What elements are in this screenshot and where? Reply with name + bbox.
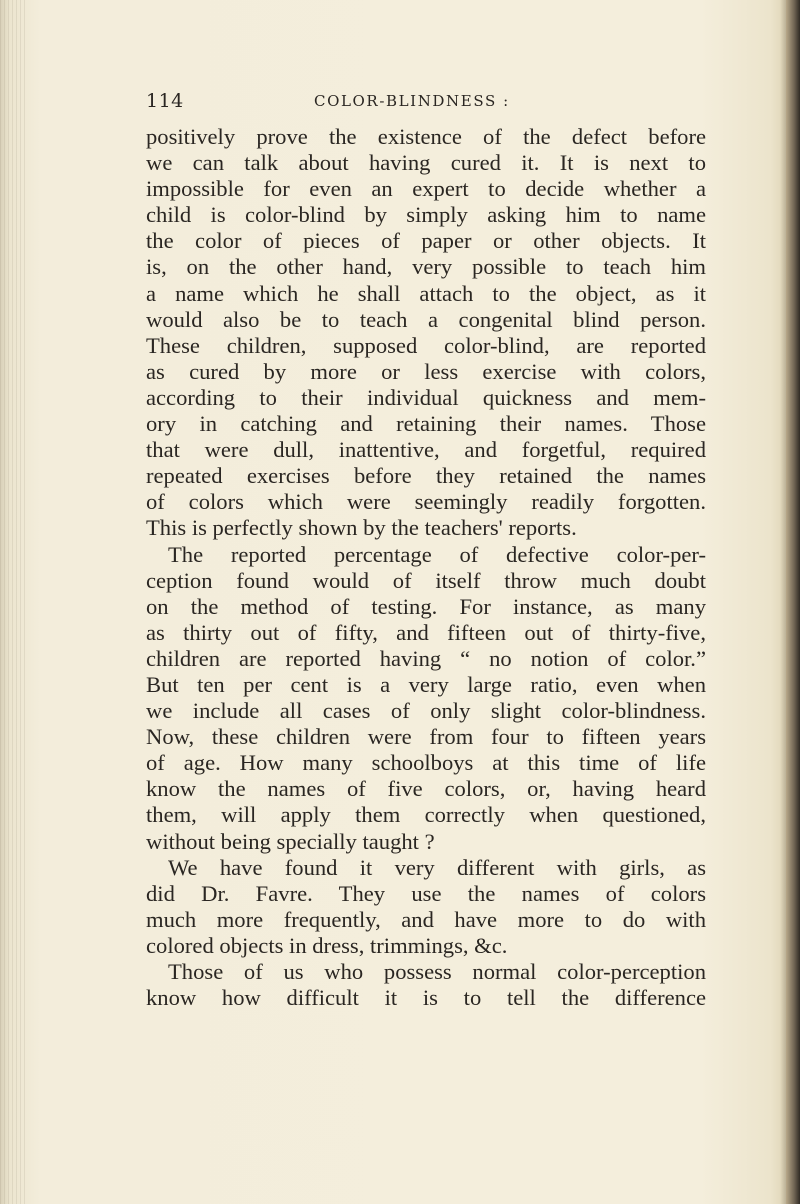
page-number: 114: [146, 90, 184, 112]
text-line: of age. How many schoolboys at this time of life: [146, 750, 706, 776]
text-line: without being specially taught ?: [146, 828, 435, 854]
text-line: colored objects in dress, trimmings, &c.: [146, 932, 508, 958]
text-line: child is color-blind by simply asking him to name: [146, 202, 706, 228]
text-line: the color of pieces of paper or other objects. It: [146, 228, 706, 254]
text-line: according to their individual quickness and mem-: [146, 384, 706, 410]
text-line: These children, supposed color-blind, are reported: [146, 332, 706, 358]
text-line: repeated exercises before they retained the names: [146, 463, 706, 489]
text-line: But ten per cent is a very large ratio, even when: [146, 671, 706, 697]
text-line: know the names of five colors, or, having heard: [146, 776, 706, 802]
text-line: impossible for even an expert to decide whether a: [146, 176, 706, 202]
running-head: [146, 90, 706, 116]
text-line: as thirty out of fifty, and fifteen out of thirty-five,: [146, 619, 706, 645]
page-gutter-shadow: [0, 0, 28, 1204]
text-line: Those of us who possess normal color-perception: [168, 959, 706, 984]
text-line: them, will apply them correctly when questioned,: [146, 802, 706, 828]
text-line: of colors which were seemingly readily forgotten.: [146, 489, 706, 515]
text-line: that were dull, inattentive, and forgetful, required: [146, 437, 706, 463]
text-line: on the method of testing. For instance, as many: [146, 593, 706, 619]
running-title: COLOR-BLINDNESS :: [314, 92, 510, 110]
text-line: ception found would of itself throw much doubt: [146, 567, 706, 593]
text-line: much more frequently, and have more to do with: [146, 906, 706, 932]
text-line: did Dr. Favre. They use the names of colors: [146, 880, 706, 906]
text-line: We have found it very different with girls, as: [168, 854, 706, 880]
text-line: we can talk about having cured it. It is next to: [146, 150, 706, 176]
text-line: a name which he shall attach to the object, as it: [146, 280, 706, 306]
text-line: know how difficult it is to tell the difference: [146, 985, 706, 1011]
text-line: The reported percentage of defective color-per-: [168, 541, 706, 567]
text-line: positively prove the existence of the defect before: [146, 124, 706, 149]
page-edge-dark: [786, 0, 800, 1204]
body-text: [146, 124, 706, 1011]
text-line: we include all cases of only slight color-blindness.: [146, 698, 706, 724]
text-line: would also be to teach a congenital blind person.: [146, 306, 706, 332]
text-line: children are reported having “ no notion of color.”: [146, 645, 706, 671]
text-line: Now, these children were from four to fifteen years: [146, 724, 706, 750]
text-line: is, on the other hand, very possible to teach him: [146, 254, 706, 280]
text-line: ory in catching and retaining their names. Those: [146, 411, 706, 437]
text-line: This is perfectly shown by the teachers' reports.: [146, 515, 577, 541]
text-line: as cured by more or less exercise with colors,: [146, 358, 706, 384]
